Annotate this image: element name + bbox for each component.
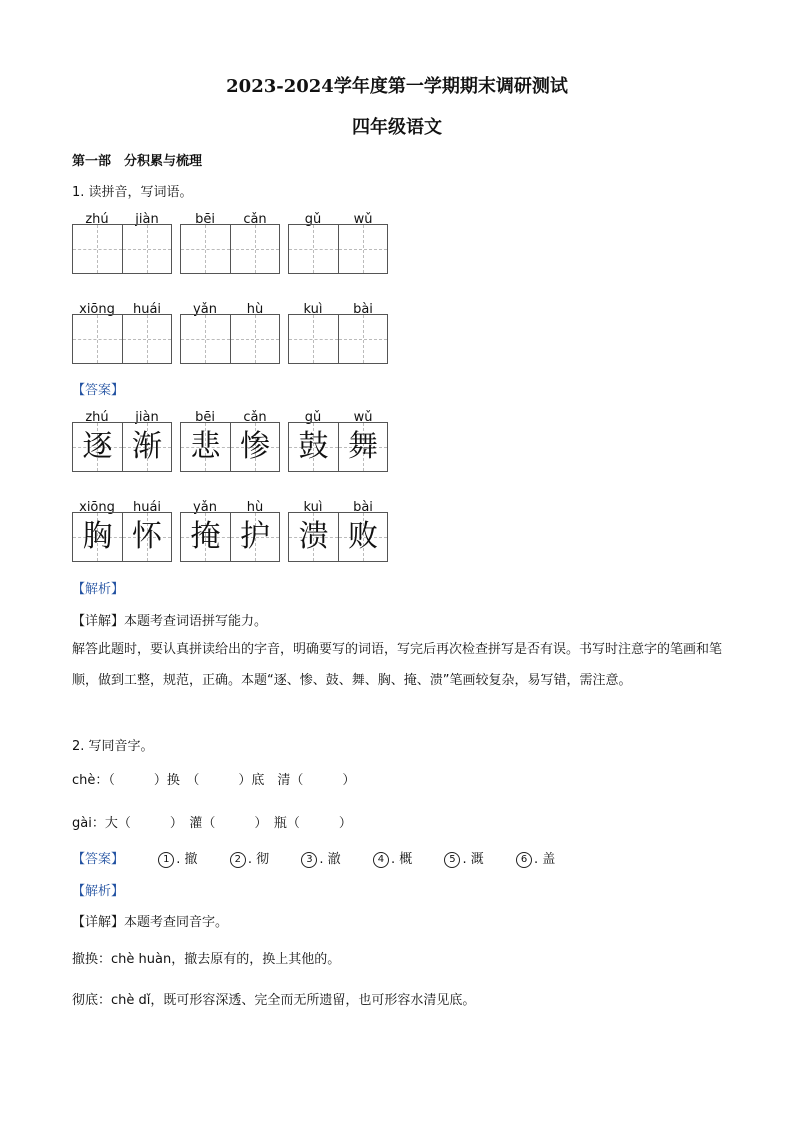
writing-cell[interactable] [122,315,172,363]
pinyin: wǔ [353,212,373,227]
word-box [72,212,172,282]
circled-number: 5 [444,852,460,868]
part-heading: 第一部 分积累与梳理 [72,154,203,169]
q1-prompt: 1. 读拼音，写词语。 [72,185,193,200]
answer-box [288,500,388,570]
word-box [180,302,280,372]
q2-line-che: chè：（ ）换 （ ）底 清（ ） [72,773,356,788]
circled-number: 1 [158,852,174,868]
analysis-label: 【解析】 [72,884,125,899]
answer-label: 【答案】 [72,383,125,398]
page-title: 2023-2024学年度第一学期期末调研测试 [226,76,568,97]
answer-char: 舞 [348,429,378,464]
answer-char: 怀 [132,519,162,554]
word-box [288,212,388,282]
answer-char: 败 [348,519,378,554]
writing-cell[interactable] [73,315,122,363]
writing-cell[interactable] [289,225,338,273]
pinyin: cǎn [243,410,267,425]
pinyin: xiōng [79,302,115,317]
answer-box [180,500,280,570]
q2-answer-row [72,848,555,868]
answer-item: 4 . 概 [373,852,412,867]
detail-text: 【详解】本题考查同音字。 [72,915,229,930]
answer-char: 逐 [82,429,113,464]
explanation-text: 解答此题时，要认真拼读给出的字音，明确要写的词语，写完后再次检查拼写是否有误。书写时注意字的笔画和笔顺，做到工整，规范，正确。本题“逐、惨、鼓、舞、胸、掩、溃”笔画较复杂，易写错，需注意。 [72,642,723,688]
answer-box [180,410,280,480]
pinyin: hù [246,302,264,317]
answer-char: 悲 [190,429,221,464]
page-subtitle: 四年级语文 [352,117,442,138]
answer-item: 3 . 澈 [301,852,340,867]
analysis-label: 【解析】 [72,582,125,597]
pinyin: bēi [195,410,215,425]
q2-prompt: 2. 写同音字。 [72,739,154,754]
circled-number: 3 [301,852,317,868]
pinyin: wǔ [353,410,373,425]
answer-box [72,410,172,480]
q2-line-gai: gài：大（ ） 灌（ ） 瓶（ ） [72,816,352,831]
pinyin: huái [132,302,162,317]
answer-item: 5 . 溉 [444,852,483,867]
explanation-line: 撤换：chè huàn，撤去原有的，换上其他的。 [72,952,341,967]
answer-char: 惨 [240,429,270,464]
circled-number: 6 [516,852,532,868]
answer-char: 胸 [82,519,113,554]
writing-cell[interactable] [181,315,230,363]
writing-cell[interactable] [230,315,280,363]
pinyin: huái [132,500,162,515]
answer-label: 【答案】 [72,852,125,867]
answer-item: 1 . 撤 [158,852,197,867]
pinyin: hù [246,500,264,515]
pinyin: jiàn [135,212,159,227]
writing-cell[interactable] [181,225,230,273]
pinyin: cǎn [243,212,267,227]
pinyin: yǎn [193,302,217,317]
pinyin: zhú [85,410,109,425]
writing-cell[interactable] [122,225,172,273]
answer-item: 2 . 彻 [230,852,269,867]
writing-cell[interactable] [338,225,388,273]
writing-cell[interactable] [338,315,388,363]
pinyin: bài [353,500,373,515]
answer-item: 6 . 盖 [516,852,555,867]
pinyin: zhú [85,212,109,227]
answer-char: 护 [240,519,270,554]
word-box [180,212,280,282]
answer-char: 渐 [132,429,162,464]
pinyin: bài [353,302,373,317]
writing-cell[interactable] [230,225,280,273]
explanation-line: 彻底：chè dǐ，既可形容深透、完全而无所遗留，也可形容水清见底。 [72,993,476,1008]
answer-char: 掩 [190,519,221,554]
writing-cell[interactable] [73,225,122,273]
pinyin: jiàn [135,410,159,425]
answer-char: 溃 [298,519,329,554]
circled-number: 4 [373,852,389,868]
writing-cell[interactable] [289,315,338,363]
word-box [288,302,388,372]
answer-box [288,410,388,480]
pinyin: bēi [195,212,215,227]
pinyin: yǎn [193,500,217,515]
detail-text: 【详解】本题考查词语拼写能力。 [72,614,268,629]
pinyin: xiōng [79,500,115,515]
circled-number: 2 [230,852,246,868]
answer-char: 鼓 [298,429,329,464]
answer-box [72,500,172,570]
pinyin: kuì [303,500,323,515]
pinyin: gǔ [304,410,322,425]
word-box [72,302,172,372]
pinyin: gǔ [304,212,322,227]
pinyin: kuì [303,302,323,317]
